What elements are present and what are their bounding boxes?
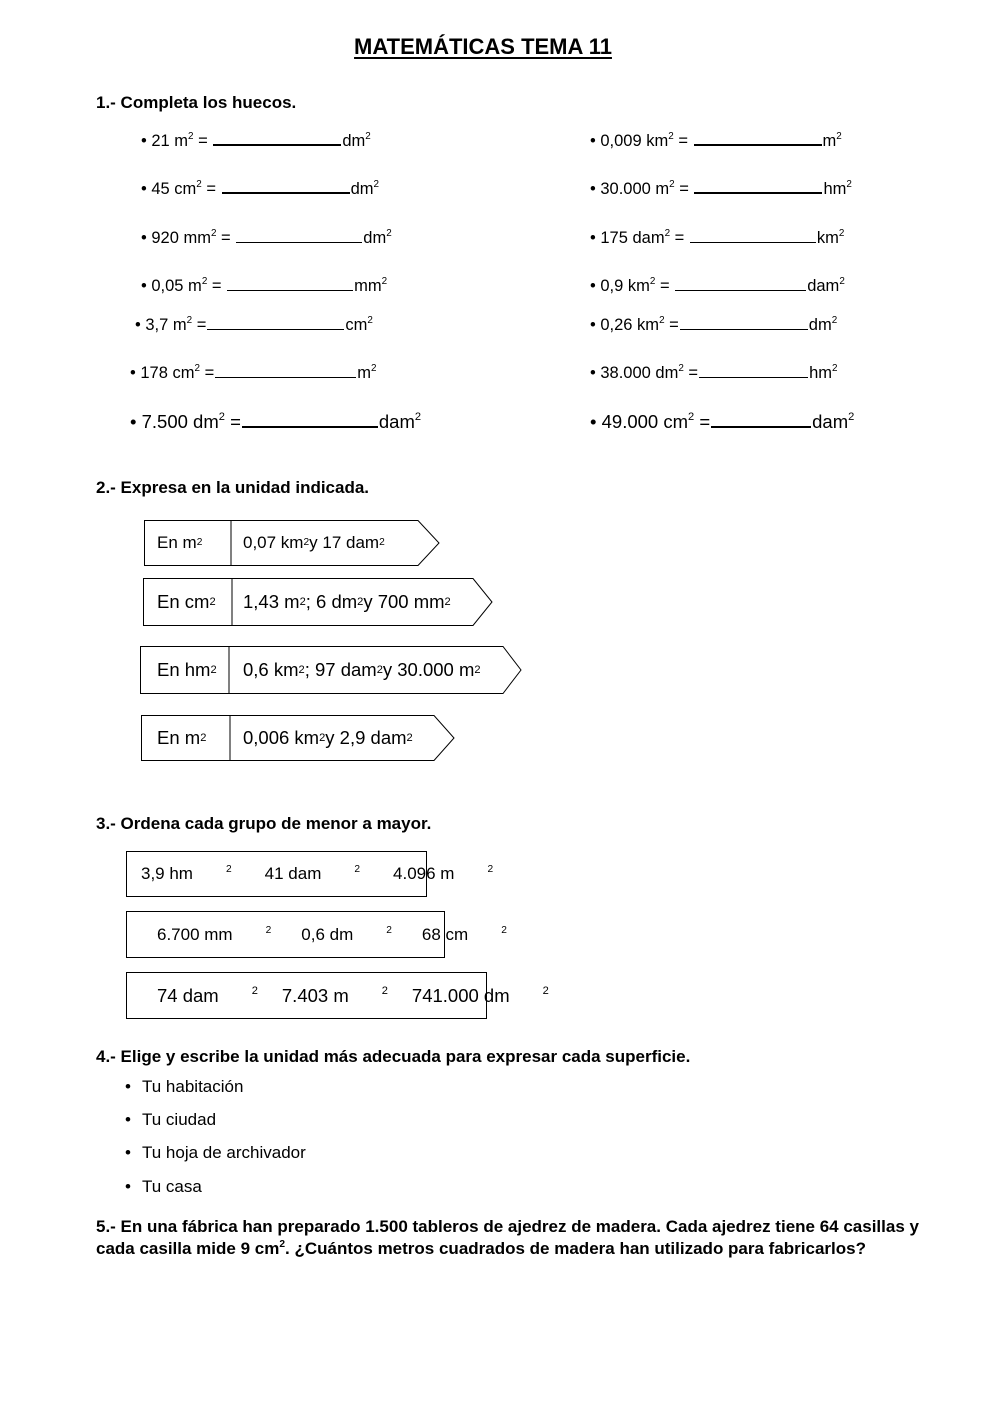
section-2-heading: 2.- Expresa en la unidad indicada. [96, 478, 370, 497]
answer-blank[interactable] [694, 192, 822, 194]
order-group [126, 851, 494, 897]
quantity: 68 cm $^2$ [421, 924, 507, 944]
quantity: 741.000 dm $^2$ [411, 984, 549, 1006]
section-5-problem: 5.- En una fábrica han preparado 1.500 tableros de ajedrez de madera. Cada ajedrez tiene 64 casillas y cada casilla mide 9 $cm^2$. ¿Cuántos metros cuadrados de madera han utilizado para fabricarlos? [96, 1217, 919, 1258]
unit-label: En cm 2 [157, 591, 216, 612]
quantity: 74 dam $^2$ [157, 984, 258, 1006]
exercise-item: • 0,9 $km^2 = dam^2$ [590, 276, 845, 295]
conversion-arrow [143, 578, 493, 626]
exercise-item: • 45 $cm^2 = dm^2$ [141, 179, 380, 198]
quantities: 1,43 m 2 ; 6 dm 2 y 700 mm 2 [243, 591, 451, 612]
exercise-item: • 21 $m^2 = dm^2$ [141, 131, 371, 150]
list-item: • Tu ciudad [125, 1110, 216, 1130]
unit-label: En hm 2 [157, 659, 217, 680]
exercise-item: • 49.000 $cm^2 = dam^2$ [590, 411, 855, 432]
quantity: 4.096 m $^2$ [393, 863, 494, 883]
exercise-item: • 0,05 $m^2 = mm^2$ [141, 276, 388, 295]
unit-label: En m 2 [157, 533, 203, 552]
exercise-item: • 0,009 $km^2 = m^2$ [590, 131, 842, 150]
quantity: 41 dam $^2$ [264, 863, 361, 883]
quantities: 0,07 km 2 y 17 dam 2 [243, 533, 385, 552]
conversion-arrow [140, 646, 522, 694]
answer-blank[interactable] [236, 242, 362, 243]
answer-blank[interactable] [694, 144, 822, 146]
list-item: • Tu hoja de archivador [125, 1143, 306, 1163]
exercise-item: • 3,7 $m^2 = cm^2$ [135, 315, 373, 334]
quantity: 0,6 dm $^2$ [301, 924, 392, 944]
exercise-item: • 7.500 $dm^2 = dam^2$ [130, 411, 422, 432]
quantity: 7.403 m $^2$ [281, 984, 388, 1006]
section-1-heading: 1.- Completa los huecos. [96, 93, 297, 112]
answer-blank[interactable] [242, 426, 378, 428]
list-item: • Tu habitación [125, 1077, 243, 1097]
conversion-arrow [144, 520, 440, 566]
answer-blank[interactable] [207, 329, 344, 330]
answer-blank[interactable] [680, 329, 808, 330]
quantity: 3,9 hm $^2$ [141, 863, 232, 883]
answer-blank[interactable] [675, 290, 806, 291]
answer-blank[interactable] [711, 426, 811, 428]
order-group [126, 911, 507, 958]
answer-blank[interactable] [213, 144, 341, 146]
exercise-item: • 38.000 $dm^2 = hm^2$ [590, 363, 838, 382]
exercise-item: • 0,26 $km^2 = dm^2$ [590, 315, 838, 334]
answer-blank[interactable] [227, 290, 353, 291]
page-title: MATEMÁTICAS TEMA 11 [354, 34, 612, 59]
list-item: • Tu casa [125, 1177, 202, 1197]
exercise-item: • 175 $dam^2 = km^2$ [590, 228, 845, 247]
section-3-heading: 3.- Ordena cada grupo de menor a mayor. [96, 814, 432, 833]
exercise-item: • 920 $mm^2 = dm^2$ [141, 228, 392, 247]
quantity: 6.700 mm $^2$ [157, 924, 272, 944]
quantities: 0,6 km 2 ; 97 dam 2 y 30.000 m 2 [243, 659, 481, 680]
exercise-item: • 30.000 $m^2 = hm^2$ [590, 179, 852, 198]
unit-label: En m 2 [157, 727, 207, 748]
section-4-heading: 4.- Elige y escribe la unidad más adecuada para expresar cada superficie. [96, 1047, 691, 1066]
exercise-item: • 178 $cm^2 = m^2$ [130, 363, 377, 382]
answer-blank[interactable] [222, 192, 350, 194]
quantities: 0,006 km 2 y 2,9 dam 2 [243, 727, 413, 748]
answer-blank[interactable] [215, 377, 356, 378]
conversion-arrow [141, 715, 455, 761]
answer-blank[interactable] [690, 242, 816, 243]
order-group [126, 972, 549, 1019]
answer-blank[interactable] [699, 377, 808, 378]
